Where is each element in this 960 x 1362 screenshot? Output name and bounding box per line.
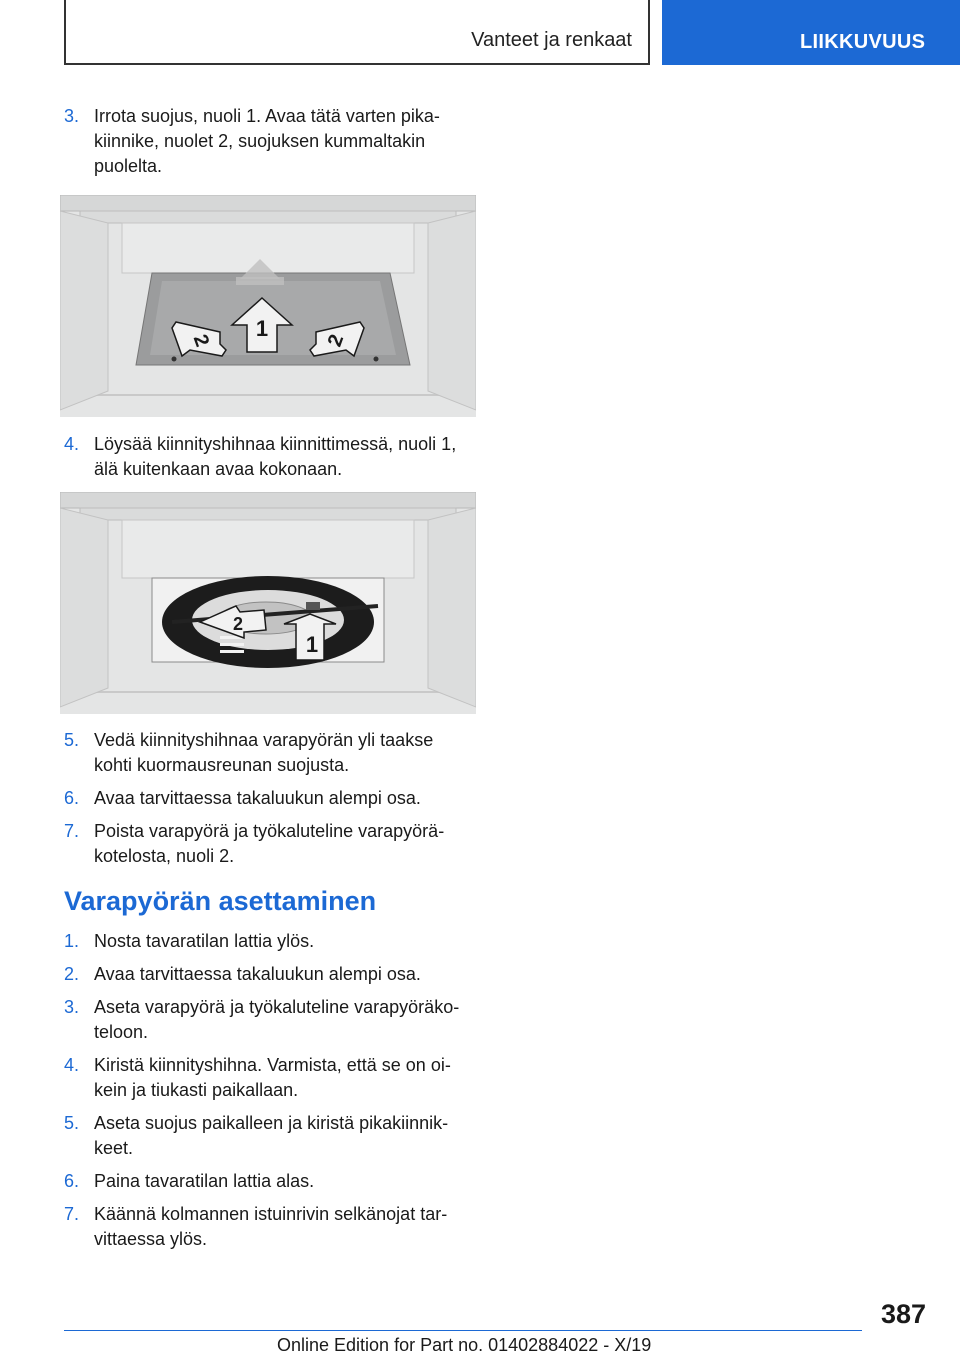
arrow-2-label: 2 [232,614,244,634]
steps-removal-part3 [64,728,476,877]
list-item [64,1169,476,1194]
step-text: Avaa tarvittaessa takaluukun alempi osa. [94,964,421,984]
list-item [64,786,476,811]
list-item [64,432,476,482]
figure-spare-wheel [60,492,476,714]
step-text: Vedä kiinnityshihnaa varapyörän yli taakse kohti kuormausreunan suojusta. [94,730,434,775]
step-number: 6. [64,788,80,808]
list-item [64,995,476,1045]
steps-install [64,929,476,1260]
step-text: Poista varapyörä ja työkaluteline varapyörä-kotelosta, nuoli 2. [94,821,445,866]
step-number: 2. [64,964,80,984]
step-number: 5. [64,730,80,750]
page-header [0,0,960,65]
step-text: Käännä kolmannen istuinrivin selkänojat tar-vittaessa ylös. [94,1204,448,1249]
spare-wheel-illustration [60,492,476,714]
step-number: 1. [64,931,80,951]
page-number: 387 [880,1299,926,1329]
list-item [64,728,476,778]
step-number: 3. [64,997,80,1017]
header-section-title: Vanteet ja renkaat [471,29,632,51]
step-number: 5. [64,1113,80,1133]
arrow-1-label: 1 [305,632,319,657]
header-chapter-label: LIIKKUVUUS [800,31,926,53]
section-title: Varapyörän asettaminen [64,886,377,916]
arrow-2-right-label: 2 [323,331,349,350]
footer-edition: Online Edition for Part no. 01402884022 - X/19 [277,1335,652,1355]
step-text: Paina tavaratilan lattia alas. [94,1171,315,1191]
step-text: Kiristä kiinnityshihna. Varmista, että se on oi-kein ja tiukasti paikallaan. [94,1055,451,1100]
figure-trunk-cover [60,195,476,417]
step-text: Irrota suojus, nuoli 1. Avaa tätä varten pika-kiinnike, nuolet 2, suojuksen kummaltakin puolelta. [94,106,440,176]
step-text: Löysää kiinnityshihnaa kiinnittimessä, nuoli 1, älä kuitenkaan avaa kokonaan. [94,434,457,479]
step-number: 7. [64,1204,80,1224]
step-number: 3. [64,106,80,126]
arrow-1-label: 1 [255,316,269,341]
steps-removal-part2 [64,432,476,490]
step-number: 7. [64,821,80,841]
arrow-2-left-label: 2 [188,331,214,350]
header-section-box [64,0,650,65]
list-item [64,1053,476,1103]
list-item [64,819,476,869]
list-item [64,929,476,954]
trunk-cover-illustration [60,195,476,417]
step-text: Nosta tavaratilan lattia ylös. [94,931,315,951]
step-number: 4. [64,1055,80,1075]
step-text: Avaa tarvittaessa takaluukun alempi osa. [94,788,421,808]
step-number: 4. [64,434,80,454]
step-text: Aseta suojus paikalleen ja kiristä pikakiinnik-keet. [94,1113,449,1158]
step-text: Aseta varapyörä ja työkaluteline varapyöräko-teloon. [94,997,460,1042]
list-item [64,104,476,179]
steps-removal-part1 [64,104,476,187]
list-item [64,962,476,987]
step-number: 6. [64,1171,80,1191]
footer-divider [64,1330,862,1331]
list-item [64,1111,476,1161]
list-item [64,1202,476,1252]
